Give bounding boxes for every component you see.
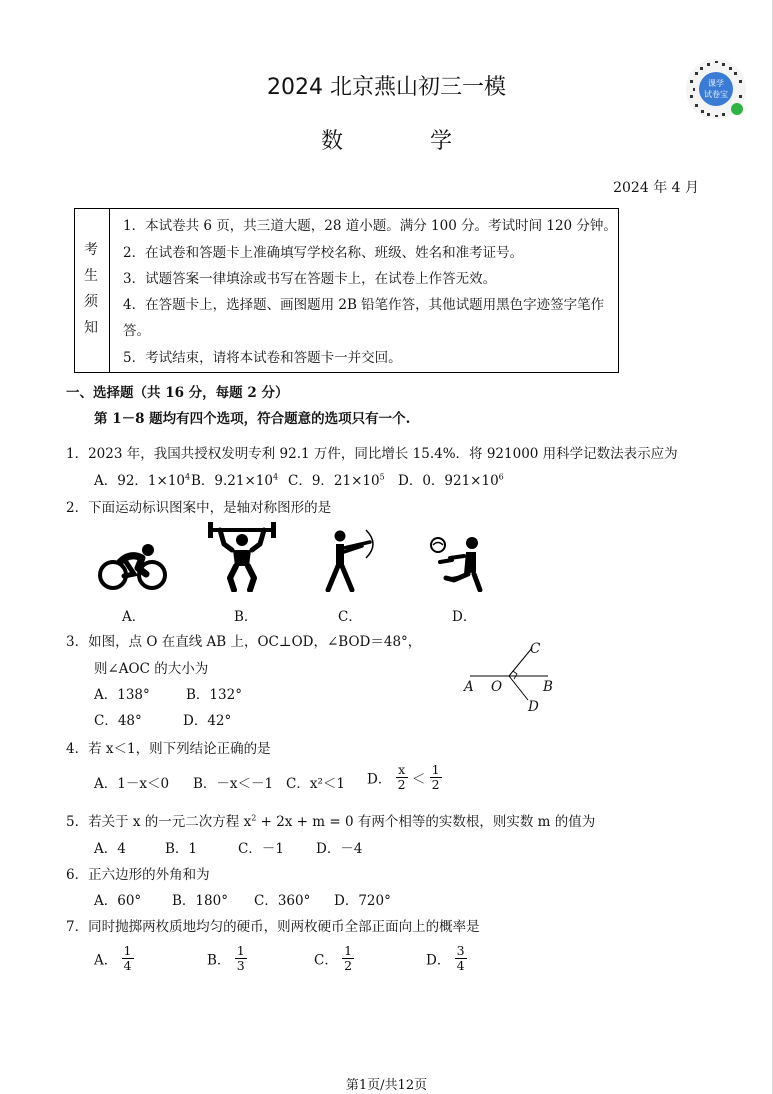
notice-item: 1．本试卷共 6 页，共三道大题，28 道小题。满分 100 分。考试时间 120 分钟。	[123, 218, 617, 234]
exam-date: 2024 年 4 月	[613, 180, 699, 196]
subject-title: 数 学	[321, 129, 492, 154]
fraction: $\frac{1}{2}$	[344, 943, 353, 973]
q3-option-a: A．138°	[94, 687, 150, 703]
weightlifting-icon	[206, 522, 278, 592]
q7-option-d: D． $\frac{3}{4}$	[426, 943, 465, 973]
q2-label-a: A．	[122, 609, 146, 625]
q3-option-b: B．132°	[186, 687, 242, 703]
q3-option-c: C．48°	[94, 713, 142, 729]
fraction: $\frac{1}{3}$	[236, 943, 245, 973]
q3-geometry-figure	[460, 638, 560, 716]
fraction: $\frac{x}{2}$	[397, 762, 406, 792]
badge-text-1: 课学	[708, 79, 724, 88]
question-1-stem: 1．2023 年，我国共授权发明专利 92.1 万件，同比增长 15.4%．将 921000 用科学记数法表示应为	[66, 446, 678, 462]
q3-label-o: O	[491, 679, 503, 695]
q5-option-b: B．1	[165, 841, 198, 857]
q1-option-a: A．92．$1\times 10^4$	[94, 472, 191, 489]
notice-item: 5．考试结束，请将本试卷和答题卡一并交回。	[123, 350, 402, 366]
notice-head-char: 知	[84, 320, 98, 336]
q3-label-d: D	[528, 699, 539, 715]
question-2-stem: 2．下面运动标识图案中，是轴对称图形的是	[66, 500, 332, 516]
fraction: $\frac{1}{2}$	[431, 762, 440, 792]
question-3-stem: 3．如图，点 O 在直线 AB 上，OC⊥OD，∠BOD＝48°，	[66, 634, 422, 650]
badge-text-2: 试卷宝	[704, 90, 728, 99]
q4-option-c: C．x²＜1	[286, 776, 345, 792]
q6-option-b: B．180°	[172, 893, 228, 909]
q3-option-d: D．42°	[183, 713, 232, 729]
question-5-stem: 5．若关于 x 的一元二次方程 $x^2 + 2x + m = 0$ 有两个相等的实数根，则实数 m 的值为	[66, 813, 596, 830]
exam-notice-box	[74, 208, 619, 373]
q2-label-b: B．	[234, 609, 258, 625]
notice-head-char: 须	[84, 294, 98, 310]
notice-item: 答。	[123, 323, 150, 339]
q3-label-a: A	[464, 679, 474, 695]
q7-option-c: C． $\frac{1}{2}$	[314, 943, 353, 973]
fraction: $\frac{1}{4}$	[123, 943, 132, 973]
q1-option-c: C．9．$21\times 10^5$	[288, 472, 385, 489]
page-number: 第1页/共12页	[345, 1078, 428, 1093]
fraction: $\frac{3}{4}$	[456, 943, 465, 973]
q4-option-d: D． $\frac{x}{2}$ ＜ $\frac{1}{2}$	[367, 762, 440, 792]
q3-label-c: C	[530, 641, 541, 657]
page-title: 2024 北京燕山初三一模	[267, 75, 506, 100]
q6-option-d: D．720°	[334, 893, 391, 909]
question-4-stem: 4．若 x＜1，则下列结论正确的是	[66, 741, 271, 757]
question-3-stem-2: 则∠AOC 的大小为	[94, 661, 209, 677]
q7-option-a: A． $\frac{1}{4}$	[94, 943, 132, 973]
archery-icon	[322, 528, 378, 592]
question-6-stem: 6．正六边形的外角和为	[66, 867, 210, 883]
q4-option-b: B．－x＜－1	[193, 776, 274, 792]
kick-sport-icon	[426, 534, 488, 592]
q3-label-b: B	[543, 679, 553, 695]
q6-option-c: C．360°	[254, 893, 311, 909]
q5-option-c: C．－1	[238, 841, 284, 857]
notice-head-char: 生	[84, 268, 98, 284]
q4-option-a: A．1－x＜0	[94, 776, 170, 792]
q1-option-b: B．$9.21\times 10^4$	[191, 472, 279, 489]
q5-option-d: D．－4	[316, 841, 363, 857]
qr-badge[interactable]	[685, 58, 747, 120]
q2-label-c: C．	[338, 609, 362, 625]
q1-option-d: D．0．$921\times 10^6$	[398, 472, 504, 489]
notice-heading	[75, 209, 110, 372]
section-title: 一、选择题（共 16 分，每题 2 分）	[66, 385, 289, 401]
q6-option-a: A．60°	[94, 893, 142, 909]
q2-label-d: D．	[452, 609, 477, 625]
q7-option-b: B． $\frac{1}{3}$	[207, 943, 245, 973]
notice-item: 2．在试卷和答题卡上准确填写学校名称、班级、姓名和准考证号。	[123, 245, 524, 261]
notice-item: 3．试题答案一律填涂或书写在答题卡上，在试卷上作答无效。	[123, 271, 497, 287]
notice-head-char: 考	[84, 242, 98, 258]
notice-item: 4．在答题卡上，选择题、画图题用 2B 铅笔作答，其他试题用黑色字迹签字笔作	[123, 297, 605, 313]
q5-option-a: A．4	[94, 841, 126, 857]
question-7-stem: 7．同时抛掷两枚质地均匀的硬币，则两枚硬币全部正面向上的概率是	[66, 919, 480, 935]
cycling-icon	[98, 540, 168, 592]
section-instruction: 第 1－8 题均有四个选项，符合题意的选项只有一个.	[94, 411, 411, 427]
